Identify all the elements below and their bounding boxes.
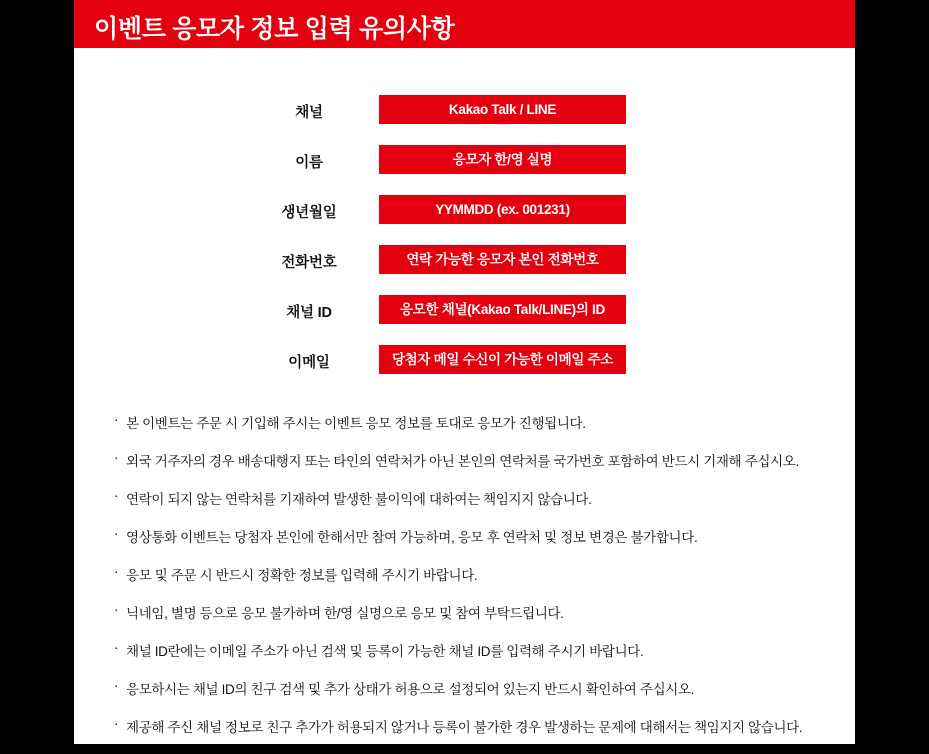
list-item-text: 연락이 되지 않는 연락처를 기재하여 발생한 불이익에 대하여는 책임지지 않습니다. [126, 492, 592, 507]
form-label-name: 이름 [295, 155, 323, 171]
form-label-channel-id: 채널 ID [286, 305, 332, 321]
list-item [74, 602, 855, 640]
bullet-marker: · [114, 450, 119, 465]
list-item-text: 응모하시는 채널 ID의 친구 검색 및 추가 상태가 허용으로 설정되어 있는지 반드시 확인하여 주십시오. [126, 682, 695, 697]
bullet-marker: · [114, 412, 119, 427]
notice-sheet [74, 0, 855, 744]
form-value-channel-id: 응모한 채널(Kakao Talk/LINE)의 ID [379, 295, 626, 324]
form-value-channel: Kakao Talk / LINE [379, 95, 626, 124]
list-item [74, 450, 855, 488]
title-bar [74, 0, 855, 48]
bullet-marker: · [114, 564, 119, 579]
list-item-text: 영상통화 이벤트는 당첨자 본인에 한해서만 참여 가능하며, 응모 후 연락처 및 정보 변경은 불가합니다. [126, 530, 698, 545]
list-item-text: 채널 ID란에는 이메일 주소가 아닌 검색 및 등록이 가능한 채널 ID를 입력해 주시기 바랍니다. [126, 644, 644, 659]
form-label-phone: 전화번호 [281, 255, 337, 271]
form-row [74, 245, 855, 285]
form-value-phone: 연락 가능한 응모자 본인 전화번호 [379, 245, 626, 274]
form-label-email: 이메일 [288, 355, 330, 371]
bullet-marker: · [114, 716, 119, 731]
list-item-text: 외국 거주자의 경우 배송대행지 또는 타인의 연락처가 아닌 본인의 연락처를 국가번호 포함하여 반드시 기재해 주십시오. [126, 454, 799, 469]
list-item-text: 제공해 주신 채널 정보로 친구 추가가 허용되지 않거나 등록이 불가한 경우 발생하는 문제에 대해서는 책임지지 않습니다. [126, 720, 803, 735]
applicant-info-form [74, 95, 855, 395]
list-item-text: 닉네임, 별명 등으로 응모 불가하며 한/영 실명으로 응모 및 참여 부탁드립니다. [126, 606, 564, 621]
notice-list [74, 412, 855, 754]
list-item [74, 716, 855, 754]
form-row [74, 345, 855, 385]
list-item-text: 본 이벤트는 주문 시 기입해 주시는 이벤트 응모 정보를 토대로 응모가 진행됩니다. [126, 416, 586, 431]
bullet-marker: · [114, 640, 119, 655]
form-row [74, 295, 855, 335]
page-title: 이벤트 응모자 정보 입력 유의사항 [94, 15, 455, 43]
list-item-text: 응모 및 주문 시 반드시 정확한 정보를 입력해 주시기 바랍니다. [126, 568, 478, 583]
bullet-marker: · [114, 488, 119, 503]
list-item [74, 640, 855, 678]
bullet-marker: · [114, 678, 119, 693]
list-item [74, 412, 855, 450]
list-item [74, 488, 855, 526]
list-item [74, 678, 855, 716]
form-row [74, 195, 855, 235]
form-value-email: 당첨자 메일 수신이 가능한 이메일 주소 [379, 345, 626, 374]
form-value-birthdate: YYMMDD (ex. 001231) [379, 195, 626, 224]
form-value-name: 응모자 한/영 실명 [379, 145, 626, 174]
list-item [74, 564, 855, 602]
form-label-channel: 채널 [295, 105, 323, 121]
bullet-marker: · [114, 526, 119, 541]
list-item [74, 526, 855, 564]
form-row [74, 95, 855, 135]
bullet-marker: · [114, 602, 119, 617]
form-label-birthdate: 생년월일 [281, 205, 337, 221]
form-row [74, 145, 855, 185]
